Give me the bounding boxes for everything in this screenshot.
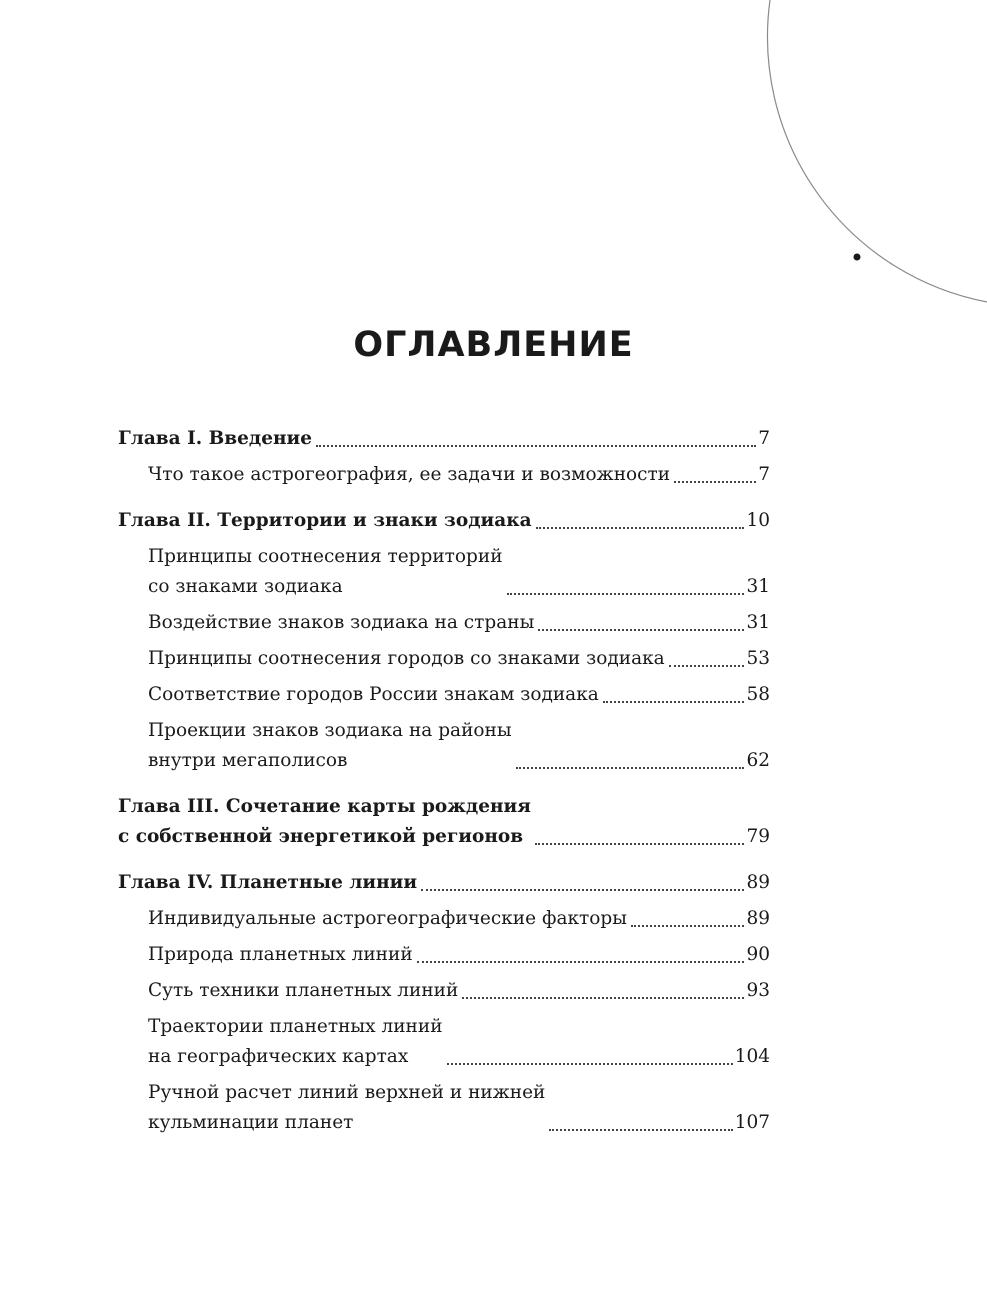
dot-leader bbox=[631, 925, 744, 927]
toc-entry-section[interactable] bbox=[118, 460, 770, 490]
toc-entry-title-line: Принципы соотнесения территорий bbox=[148, 546, 503, 567]
toc-entry-section[interactable] bbox=[118, 608, 770, 638]
toc-page-number: 31 bbox=[746, 576, 770, 597]
dot-leader bbox=[603, 701, 745, 703]
toc-page-number: 7 bbox=[758, 428, 770, 449]
toc-entry-title: Что такое астрогеография, ее задачи и возможности bbox=[148, 464, 671, 485]
toc-entry-title: Природа планетных линий bbox=[148, 944, 413, 965]
toc-entry-title: Глава IV. Планетные линии bbox=[118, 872, 418, 893]
toc-entry-section[interactable] bbox=[118, 904, 770, 934]
toc-page-number: 79 bbox=[746, 826, 770, 847]
toc-entry-title bbox=[148, 716, 512, 776]
toc-entry-chapter[interactable] bbox=[118, 792, 770, 852]
toc-page-number: 31 bbox=[746, 612, 770, 633]
toc-entry-title: Принципы соотнесения городов со знаками зодиака bbox=[148, 648, 665, 669]
toc-entry-section[interactable] bbox=[118, 716, 770, 776]
toc-entry-title-line: кульминации планет bbox=[148, 1112, 354, 1133]
toc-page-number: 107 bbox=[734, 1112, 770, 1133]
toc-entry-title: Соответствие городов России знакам зодиака bbox=[148, 684, 599, 705]
toc-page-number: 53 bbox=[746, 648, 770, 669]
toc-entry-section[interactable] bbox=[118, 680, 770, 710]
toc-page-number: 89 bbox=[746, 908, 770, 929]
toc-entry-title-line: со знаками зодиака bbox=[148, 576, 343, 597]
dot-leader bbox=[669, 665, 745, 667]
toc-entry-title-line: Траектории планетных линий bbox=[148, 1016, 443, 1037]
toc-entry-section[interactable] bbox=[118, 1012, 770, 1072]
orbit-arc bbox=[767, 0, 987, 302]
toc-entry-section[interactable] bbox=[118, 542, 770, 602]
toc-entry-section[interactable] bbox=[118, 1078, 770, 1138]
dot-leader bbox=[516, 767, 745, 769]
toc-entry-title: Глава II. Территории и знаки зодиака bbox=[118, 510, 532, 531]
toc-entry-chapter[interactable] bbox=[118, 506, 770, 536]
dot-leader bbox=[447, 1063, 733, 1065]
dot-leader bbox=[417, 961, 745, 963]
dot-leader bbox=[549, 1129, 732, 1131]
dot-leader bbox=[538, 629, 744, 631]
toc-page-number: 58 bbox=[746, 684, 770, 705]
toc-page-number: 90 bbox=[746, 944, 770, 965]
toc-entry-title: Глава I. Введение bbox=[118, 428, 313, 449]
dot-leader bbox=[316, 445, 756, 447]
toc-entry-title bbox=[148, 1078, 545, 1138]
dot-leader bbox=[507, 593, 745, 595]
toc-page-number: 93 bbox=[746, 980, 770, 1001]
toc-entry-title bbox=[148, 1012, 443, 1072]
toc-entry-title: Индивидуальные астрогеографические факторы bbox=[148, 908, 627, 929]
toc-entry-title-line: Ручной расчет линий верхней и нижней bbox=[148, 1082, 546, 1103]
dot-leader bbox=[536, 527, 745, 529]
toc-entry-title: Воздействие знаков зодиака на страны bbox=[148, 612, 535, 633]
toc-entry-title-line: с собственной энергетикой регионов bbox=[118, 826, 524, 847]
toc-entry-chapter[interactable] bbox=[118, 868, 770, 898]
toc-entry-chapter[interactable] bbox=[118, 424, 770, 454]
dot-leader bbox=[674, 481, 756, 483]
toc-page-number: 62 bbox=[746, 750, 770, 771]
toc-entry-title bbox=[148, 542, 503, 602]
page-title: ОГЛАВЛЕНИЕ bbox=[353, 325, 634, 365]
dot-leader bbox=[421, 889, 744, 891]
dot-leader bbox=[462, 997, 744, 999]
toc-entry-section[interactable] bbox=[118, 976, 770, 1006]
toc-page-number: 89 bbox=[746, 872, 770, 893]
toc-entry-title-line: внутри мегаполисов bbox=[148, 750, 348, 771]
dot-leader bbox=[535, 843, 745, 845]
toc-page-number: 7 bbox=[758, 464, 770, 485]
toc-entry-title-line: на географических картах bbox=[148, 1046, 409, 1067]
toc-entry-section[interactable] bbox=[118, 644, 770, 674]
toc-entry-section[interactable] bbox=[118, 940, 770, 970]
table-of-contents bbox=[118, 424, 770, 1138]
toc-entry-title-line: Проекции знаков зодиака на районы bbox=[148, 720, 512, 741]
toc-page-number: 104 bbox=[734, 1046, 770, 1067]
toc-entry-title: Суть техники планетных линий bbox=[148, 980, 459, 1001]
toc-page-number: 10 bbox=[746, 510, 770, 531]
orbit-dot bbox=[854, 254, 861, 261]
toc-entry-title-line: Глава III. Сочетание карты рождения bbox=[118, 796, 531, 817]
toc-entry-title bbox=[118, 792, 531, 852]
